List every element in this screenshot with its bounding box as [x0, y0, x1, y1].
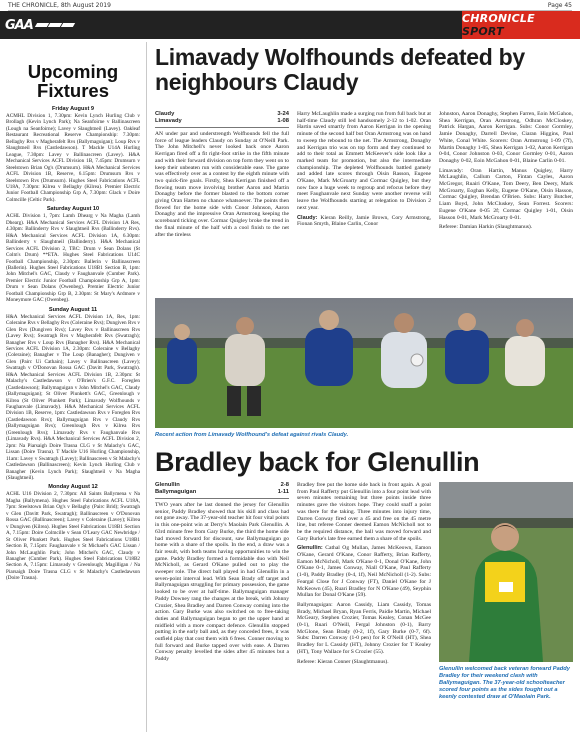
story1-col3-text: Johnston, Aaron Donaghy, Stephen Farren, Eoin McGahon, Shea Kerrigan, Oran Armstrong, Odhran McCloskey, Patrick Hargan, Aaron Kerrigan. Subs: Conor Gormley, Jamie Donaghy, Darrell Devine, Ciaran Higgins, Paul White, Conal White. Scorers: Oran Armstrong 1-09 (7f), Martin Donaghy 1-05, Shea Kerrigan 1-02, Aaron Kerrigan 0-04, Conor Johnston 0-03, Conor Gormley 0-01, Aaron Donaghy 0-02, Eoin McGahon 0-01, Blaine Carlin 0-01.	[439, 111, 573, 164]
section-title	[462, 12, 580, 38]
section-title-sub: SPORT	[462, 25, 504, 38]
fixtures-heading-line1: Upcoming	[27, 61, 119, 82]
fixtures-day-text: ACHL Division 1, 7pm: Lamh Dhearg v Na Magha (Lamh Dhearg). H&A Mechanical Services ACFL Division 1A Res, 4.30pm: Ballinderry Rvs v Slaughtneil Rvs (Ballinderry Rvs). H&A Mechanical Services ACFL Division 1A, 6.30pm: Ballinderry v Slaughtneil (Ballinderry). H&A Mechanical Services ACFL Division 2, TBC: Drum v Sean Dolans (St Colm's Drum) **ETA. Hughes Steel Fabrications U14C Football Championship, 2.30pm: Ballerin v Ballinascreen (Ballerin). Hughes Steel Fabrications U18B1 Section B, 1pm: John Mitchel's GAC, Claudy v Faughanvale (Cumber Park). Premier Electric Junior Football Championship Grp A, 1pm: Drum v Sean Dolans (Owenbeg). Premier Electric Junior Football Championship Grp B, 2.30pm: St Mary's Ardmore v Moneymore GAC (Owenbeg).	[6, 213, 140, 304]
story2-col3	[439, 482, 573, 734]
lineup-text: Kieran Reilly, Jamie Brown, Cory Armstrong, Fionan Smyth, Blaine Carlin, Conor	[297, 214, 432, 228]
story1-col1	[155, 111, 289, 296]
story2-col2	[297, 482, 431, 734]
story2-body	[155, 482, 573, 734]
masthead-bar	[170, 11, 462, 39]
player-portrait-image	[439, 482, 573, 662]
story1-col2-text: Harry McLaughlin made a surging run from full back but at half-time Claudy still led handsomely 2-12 to 1-02. Oran Hartin saved smartly from Aaron Kerrigan in the opening minute of the second half but Oran Armstrong was on hand to sweep the rebound to the net. The Armstrong, Donaghy and Kerrigan trio was on top form and they continued to add to their total as Emmett McKeever's side look like a marked team for promotion, but also the intermediate championship. The depleted Wolfhounds battled gamely and added late scores through Oisin Rasson, Eugene O'Kane, Mark McGroarty and Cormac Quigley, but they now face a huge week to regroup and refocus before they meet Faughanvale next Sunday were another reverse will leave the Wolfhounds starting at relegation to Division 2 next year.	[297, 111, 431, 211]
lineup-label: Glenullin:	[297, 545, 323, 552]
folio	[8, 1, 572, 11]
folio-left: THE CHRONICLE, 8th August 2019	[8, 2, 111, 9]
story2-referee: Referee: Kieran Conner (Slaughtmanus).	[297, 658, 389, 665]
fixtures-day-text: ACHL U16 Division 2, 7.30pm: All Saints Ballymena v Na Magha (Ballymena). Hughes Steel Fabrications ACFL U18A, 7pm: Steelstown Brian Og's v Bellaghy (Pairc Brid); Swatragh v Glen (Davitt Park, Swatragh); Ballinascreen v O'Donovan Rossa GAC (Ballinascreen); Lavey v Coleraine (Lavey); Kilrea v Dungiven (Kilrea). Hughes Steel Fabrications U18B1 Section A, 7.15pm: Doire Colmcille v Sean O'Leary GAC Newbridge / St Oliver Plunkett Park. Hughes Steel Fabrications U18B1 Section B, 7.15pm: Faughanvale v St Michael's GAC Lissan / John McLaughlin Park; John Mitchel's GAC, Claudy v Banagher (Cumber Park). Hughes Steel Fabrications U18B2 Section A, 7.15pm: Limavady v Greenlough; Magilligan / Na Piarsaigh Doire Trasna CLG v St Malachy's Castledawson (Doire Trasna).	[6, 491, 140, 582]
gaa-logo-block	[0, 11, 170, 39]
fixtures-day-heading: Sunday August 11	[48, 306, 98, 313]
story1-col3-text-b: Limavady: Oran Hartin, Manus Quigley, Harry McLaughlin, Callum Carton, Fintan Cayles, Aaron McGregor, Ruairi O'Kane, Tom Deery, Ben Deery, Mark McGroarty, Eoghan Kelly, Eugene O'Kane, Oisin Hasson, Cormac Quigley, Brendan O'Brien. Subs: Harry Butcher, Liam Boyd, John McCluskey, Sean Forrest. Scorers: Eugene O'Kane 0-05 2f; Cormac Quigley 1-01, Oisin Hasson 0-01, Mark McGroarty 0-01.	[439, 167, 573, 221]
gaa-logo: GAA	[5, 17, 33, 33]
section-title-main: CHRONICLE	[462, 12, 535, 25]
fixtures-day-text: H&A Mechanical Services ACFL Division 1A, Res, 1pm: Coleraine Rvs v Bellaghy Rvs (Coleraine Rvs); Dungiven Rvs v Glen Rvs (Dungiven Rvs); Lavey Rvs v Ballinascreen Rvs (Lavey Rvs); Swatragh Rvs v Magherafelt Rvs (Swatragh); Banagher Rvs v Loup Rvs (Banagher Rvs). H&A Mechanical Services ACFL Division 1A, 2.30pm: Coleraine v Bellaghy (Coleraine); Banagher v The Loup (Banagher); Dungiven v Glen (Pairc Ui Cathain); Lavey v Ballinascreen (Lavey); Swatragh v O'Donovan Rossa GAC (Davitt Park, Swatragh). H&A Mechanical Services ACFL Division 1B, 2.30pm: St Malachy's Castledawson v O'Brien's G.F.C. Foreglen (Castledawson); Ballymaguigan v John Mitchel's GAC, Claudy (Ballymaguigan); St Oliver Plunkett's GAC, Greenlough v Kilrea (St Oliver Plunkett Park); Limavady Wolfhounds v Faughanvale (Limavady). H&A Mechanical Services ACFL Division 1B, Reserve, 1pm: Castledawson Rvs v Foreglen Rvs (Castledawson Rvs); Ballymaguigan Rvs v Claudy Rvs (Ballymaguigan Rvs); Greenlough Rvs v Kilrea Rvs (Greenlough Rvs); Limavady Rvs v Faughanvale Rvs (Limavady Rvs). H&A Mechanical Services ACFL Division 2, 2pm: Na Piarsaigh Doire Trasna CLG v St Malachy's GAC, Lissan (Doire Trasna). T Mackle U16 Hurling Championship, 11am: Lavey v Swatragh (Lavey); Ballinascreen v St Malachy's Castledawson (Ballinascreen); Kevin Lynch Hurling Club v Banagher (Kevin Lynch Park); Slaughtneil v Na Magha (Slaughtneil).	[6, 313, 140, 482]
story2-col2-text: Bradley free put the home side back in front again. A goal from Paul Rafferty put Glenullin into a four point lead with seven minutes remaining but three points inside three minutes gave the visitors hope. They could snaff a point was there for the taking. Three minutes into injury time, Darren Conway fired over a 45 and free on the 45 metre line, but referee Conner deemed Eamon McNicholl not to be the required distance, the ball was moved forward and Gary Burke's late free earned them a share of the spoils.	[297, 482, 431, 542]
score-team: Ballymaguigan	[155, 489, 197, 495]
story1-col2	[297, 111, 431, 296]
section-badge	[462, 11, 580, 39]
score-team: Glenullin	[155, 482, 180, 488]
story1-body	[155, 111, 573, 296]
score-row	[155, 111, 289, 118]
score-value: 1-08	[277, 118, 289, 124]
folio-page-number: Page 45	[547, 2, 572, 9]
score-value: 1-11	[277, 489, 289, 495]
story2-scoreline	[155, 482, 289, 496]
story1-scoreline	[155, 111, 289, 125]
story1-headline-block	[155, 45, 573, 95]
score-row	[155, 482, 289, 489]
story2-col1-text: TWO years after he last donned the jersey for Glenullin senior, Paddy Bradley showed that his skill and class had not gone away. The 37-year-old teacher hit four vital points in this one-point win at Derry's Maolain Park Glenullin. A 63rd minute free from Gary Burke, the third the home side had moved forward for discount, saw Ballymaguigan go home with a share of the spoils. In the end, a draw was a fair result, with both teams having opportunities to win the game. Paddy Bradley formed a formidable duo with Neil McNicholl, as Gerard O'Kane pulled out to play the sweeper role. The direct ball played in had Glenullin in a seven-point interval lead. With Sean Brady off target and Ballymaguigan struggling for primary possession, the game looked to be over at half-time. Ballymaguigan manager Paddy Downey rang the changes at the break, with Johnny Crozier, Shea Bradley and Darren Conway coming into the action. Gary Burke was also switched on to free-taking duties and Ballymaguigan began to get the upper hand at midfield with a more compact defence. Glenullin stopped putting in the early ball and, as they conceded frees, it was outfield play that cost them with 6 frees. Conner moving to full forward and Burke tapped over with ease. A Darren Conway penalty levelled the sides after 45 minutes but a Paddy	[155, 502, 289, 663]
column-divider	[146, 42, 147, 732]
story1-lineup	[297, 215, 431, 228]
story1-col3	[439, 111, 573, 296]
lineup-label: Claudy:	[297, 214, 318, 221]
story1-col1-text: AN under par and understrength Wolfhounds fell the full force of league leaders Claudy on Sunday at O'Neill Park. The John Mitchell's never looked back once Aaron Kerrigan fired off a fit right-foot strike in the fifth minute and with their forward division on top form they went on to keep their unbeaten run with considerable ease. The game was effectively over as a contest by the eighth minute with two quick-fire goals. Firstly, Shea Kerrigan finished off a flowing team move involving brother Aaron and Martin Donaghy before the former blasted to the bottom corner giving Oran Harten no chance whatsoever. The points then flowed for the home side with Conor Johnson, Aaron Donaghy and the impressive Oran Armstrong keeping the scoreboard ticking over. Cormac Quigley broke the trend in the final minute of the half with a cool finish to the net after the tireless	[155, 131, 289, 238]
fixtures-heading-line2: Fixtures	[37, 80, 109, 101]
match-action-image	[155, 298, 573, 428]
fixtures-day-heading: Monday August 12	[48, 484, 98, 491]
score-value: 2-8	[280, 482, 289, 488]
story2-headline: Bradley back for Glenullin	[155, 447, 480, 477]
fixtures-day-heading: Friday August 9	[51, 106, 95, 112]
fixtures-day-text: ACMHL Division 1, 7.30pm: Kevin Lynch Hurling Club v Brollagh (Kevin Lynch Park); Na Seanfoirne v Ballinascreen (Lough na Seanfoirne); Lavey v Slaughtneil (Lavey). Oakleaf Restaurant Recreational Reserve Championship: 7.30pm: Bellaghy Rvs v Magherafelt Rvs (Ballymaguigan); Loup Rvs v Slaughtneil Rvs (Castledawson). T Mackle U14A Hurling League, 7.30pm: Lavey v Ballinascreen (Lavey). H&A Mechanical Services ACFL Division 1B, 7.45pm: Drumsurn v Steelstown Brian Og's (Drumsurn). H&A Mechanical Services ACFL Division 1B, Reserve, 6.15pm: Drumsurn Rvs v Steelstown Rvs (Drumsurn). Hughes Steel Fabrications ACFL U18A, 7.30pm: Kilrea v Bellaghy (Kilrea). Premier Electric Junior Football Championship Grp A, 7.30pm: Glack v Doire Colmcille (Celtic Park).	[6, 113, 140, 203]
story1-headline: Limavady Wolfhounds defeated by neighbours Claudy	[155, 44, 525, 95]
section-masthead	[0, 11, 580, 39]
story2-col1	[155, 482, 289, 734]
fixtures-day-heading: Saturday August 10	[46, 206, 100, 213]
story2-lineup	[297, 545, 431, 599]
fixtures-column	[6, 41, 140, 731]
story2-col3-text: Ballymaguigan: Aaron Cassidy, Liam Cassidy, Tomas Brady, Michael Bryan, Ryan Ferris, Paidie Martin, Michael McGeary, Stephen Crozier, Tomas Kealey, Conan McGee (0-1), Ruari O'Neill, Fergal Johnston (0-1), Barry McGlone, Sean Brady (0-2, 1f), Gary Burke (0-7, 6f). Subs: Darren Conway (1-0 pen) for R O'Neill (HT), Shea Bradley for L Cassidy (HT), Johnny Crozier for T Kealey (HT), Tony Wallace for S Crozier (55).	[297, 601, 431, 655]
story1-referee: Referee: Damian Harkin (Slaughtmanus).	[439, 224, 533, 231]
score-team: Limavady	[155, 118, 182, 124]
score-divider	[155, 498, 289, 499]
story2-caption: Glenullin welcomed back veteran forward Paddy Bradley for their weekend clash with Ballymaguigan. The 37-year-old schoolteacher scored four points as the sides fought out a keenly contested draw at O'Maolain Park.	[439, 666, 570, 700]
story1-photo	[155, 298, 573, 428]
score-value: 3-24	[277, 111, 289, 117]
score-row	[155, 489, 289, 496]
fixtures-heading	[6, 62, 140, 100]
lineup-text: Cathal Og Mullan, James McKeown, Eamon O'Kane, Gerard O'Kane, Conor Rafferty, Brian Rafferty, Eamon McNicholl, Mark O'Kane 0-1, Donal O'Kane, John O'Kane 0-1, James Conway, Niall O'Kane, Paul Rafferty (1-0), Paddy Bradley (0-4, 1f), Neil McNicholl (1-2). Subs: Feargal Close for J Conway (FT), Daniel O'Kane for J McKeown (45), Ruari Bradley for N O'Kane (49), Seyphin Mullan for Donal O'Kane (59).	[297, 545, 431, 599]
gaa-wings-icon	[36, 23, 74, 27]
score-team: Claudy	[155, 111, 175, 117]
score-divider	[155, 127, 289, 128]
story2-photo	[439, 482, 573, 662]
story1-caption: Recent action from Limavady Wolfhound's defeat against rivals Claudy.	[155, 432, 349, 438]
score-row	[155, 118, 289, 125]
